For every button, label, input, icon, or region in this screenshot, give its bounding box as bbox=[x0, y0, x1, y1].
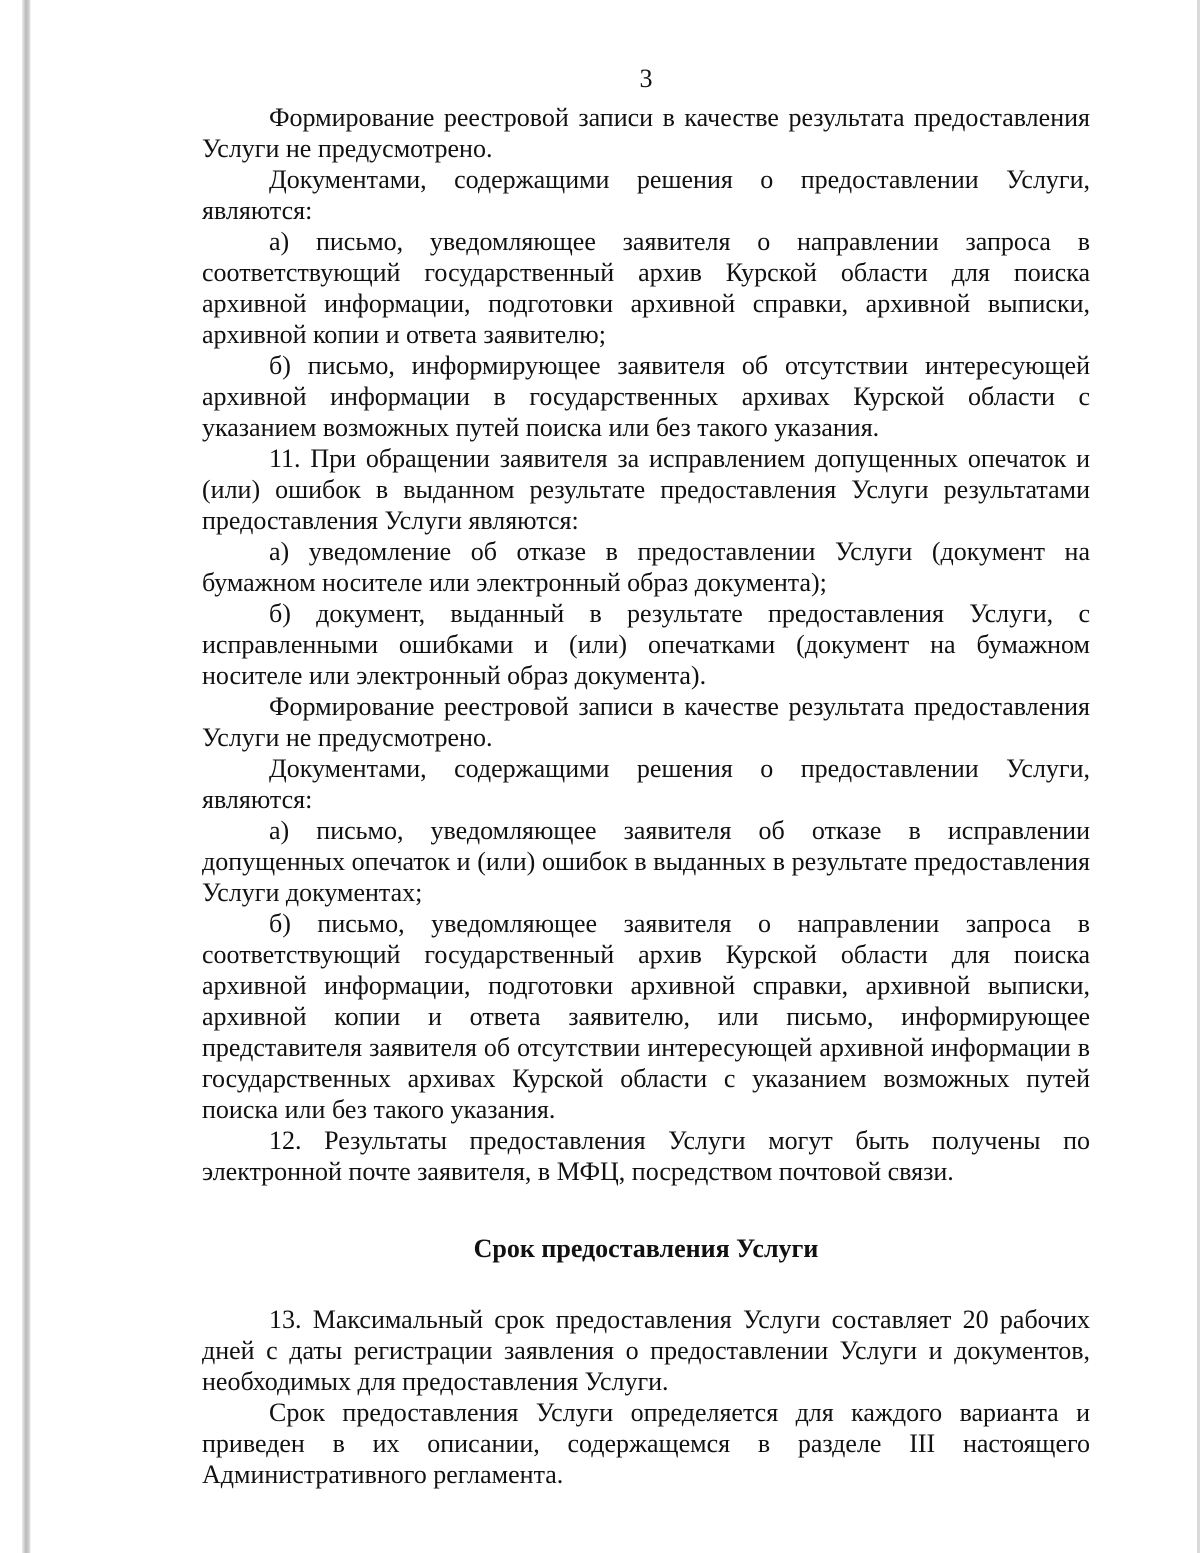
list-item-b-2: б) документ, выданный в результате предоставления Услуги, с исправленными ошибками и (или) опечатками (документ на бумажном носителе или электронный образ документа). bbox=[202, 599, 1090, 690]
section-title: Срок предоставления Услуги bbox=[473, 1234, 819, 1263]
list-item-b-1: б) письмо, информирующее заявителя об отсутствии интересующей архивной информации в государственных архивах Курской области с указанием возможных путей поиска или без такого указания. bbox=[202, 351, 1090, 442]
paragraph-13: 13. Максимальный срок предоставления Услуги составляет 20 рабочих дней с даты регистрации заявления о предоставлении Услуги и документов, необходимых для предоставления Услуги. bbox=[202, 1305, 1090, 1396]
document-page bbox=[202, 62, 1090, 1490]
paragraph-decision-docs-1: Документами, содержащими решения о предоставлении Услуги, являются: bbox=[202, 165, 1090, 225]
paragraph-registry-note-2: Формирование реестровой записи в качестве результата предоставления Услуги не предусмотрено. bbox=[202, 692, 1090, 752]
list-item-a-2: а) уведомление об отказе в предоставлении Услуги (документ на бумажном носителе или электронный образ документа); bbox=[202, 537, 1090, 597]
list-item-a-1: а) письмо, уведомляющее заявителя о направлении запроса в соответствующий государственный архив Курской области для поиска архивной информации, подготовки архивной справки, архивной выписки, архивной копии и ответа заявителю; bbox=[202, 227, 1090, 349]
paragraph-service-term: Срок предоставления Услуги определяется для каждого варианта и приведен в их описании, содержащемся в разделе III настоящего Административного регламента. bbox=[202, 1398, 1090, 1489]
paragraph-11: 11. При обращении заявителя за исправлением допущенных опечаток и (или) ошибок в выданном результате предоставления Услуги результатами предоставления Услуги являются: bbox=[202, 444, 1090, 535]
paragraph-registry-note-1: Формирование реестровой записи в качестве результата предоставления Услуги не предусмотрено. bbox=[202, 103, 1090, 163]
paragraph-12: 12. Результаты предоставления Услуги могут быть получены по электронной почте заявителя, в МФЦ, посредством почтовой связи. bbox=[202, 1126, 1090, 1186]
page-number: 3 bbox=[639, 64, 653, 93]
scan-binding-edge bbox=[22, 0, 31, 1553]
list-item-a-3: а) письмо, уведомляющее заявителя об отказе в исправлении допущенных опечаток и (или) ошибок в выданных в результате предоставления Услуги документах; bbox=[202, 816, 1090, 907]
paragraph-decision-docs-2: Документами, содержащими решения о предоставлении Услуги, являются: bbox=[202, 754, 1090, 814]
list-item-b-3: б) письмо, уведомляющее заявителя о направлении запроса в соответствующий государственный архив Курской области для поиска архивной информации, подготовки архивной справки, архивной выписки, архивной копии и ответа заявителю, или письмо, информирующее представителя заявителя об отсутствии интересующей архивной информации в государственных архивах Курской области с указанием возможных путей поиска или без такого указания. bbox=[202, 909, 1090, 1124]
